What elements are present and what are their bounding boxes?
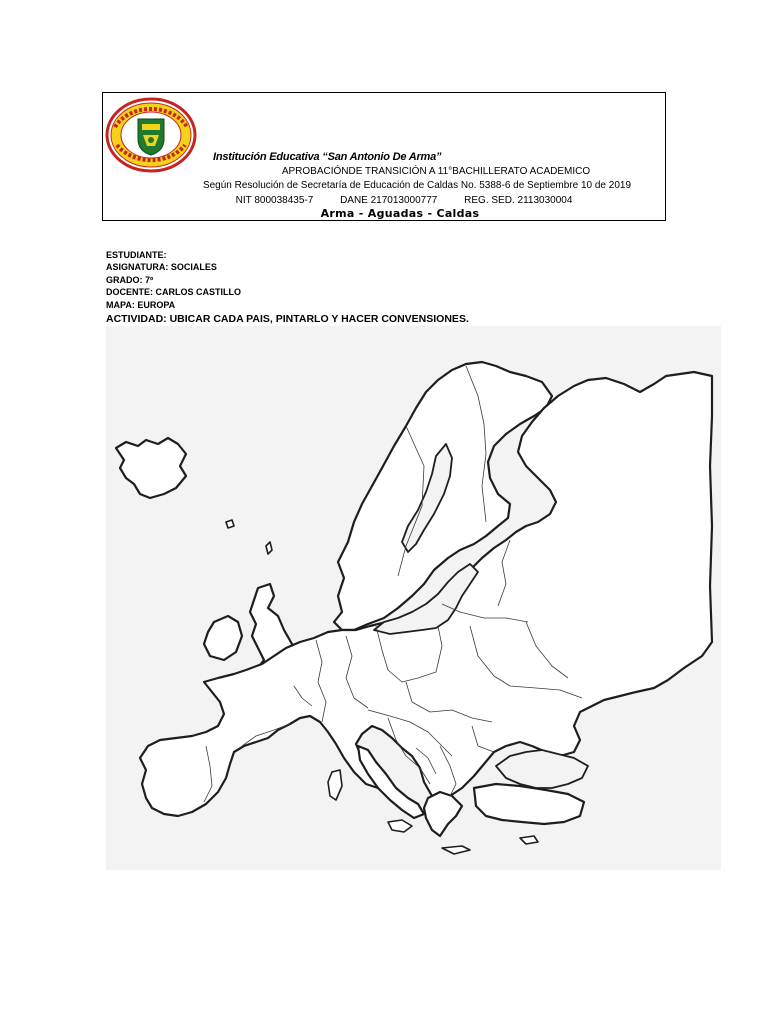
resolution-text: Según Resolución de Secretaría de Educación de Caldas No. 5388-6 de Septiembre 10 de 2019 (202, 180, 632, 191)
turkey-outline (474, 784, 584, 824)
worksheet-info (106, 249, 469, 326)
shetland-outline (266, 542, 272, 554)
location-text: Arma - Aguadas - Caldas (320, 207, 480, 220)
teacher-field: DOCENTE: CARLOS CASTILLO (106, 287, 241, 298)
school-seal-icon (105, 97, 197, 173)
nit-text: NIT 800038435-7 (235, 195, 314, 206)
approval-text: APROBACIÓNDE TRANSICIÓN A 11°BACHILLERATO ACADEMICO (281, 166, 591, 177)
school-header (102, 92, 666, 221)
faroe-islands-outline (226, 520, 234, 528)
registration-ids (123, 195, 685, 206)
sicily-outline (388, 820, 412, 832)
greece-outline (424, 792, 462, 836)
black-sea (496, 750, 588, 788)
institution-name: Institución Educativa “San Antonio De Arma” (213, 151, 442, 163)
iceland-outline (116, 438, 186, 498)
reg-text: REG. SED. 2113030004 (464, 195, 573, 206)
map-field: MAPA: EUROPA (106, 299, 176, 310)
student-field: ESTUDIANTE: (106, 250, 167, 260)
europe-outline-map (106, 326, 721, 870)
cyprus-outline (520, 836, 538, 844)
subject-field: ASIGNATURA: SOCIALES (106, 262, 217, 273)
grade-field: GRADO: 7º (106, 274, 154, 285)
sardinia-outline (328, 770, 342, 800)
europe-map-svg (106, 326, 721, 870)
ireland-outline (204, 616, 242, 660)
crete-outline (442, 846, 470, 854)
dane-text: DANE 217013000777 (340, 195, 438, 206)
activity-instruction: ACTIVIDAD: UBICAR CADA PAIS, PINTARLO Y HACER CONVENSIONES. (106, 313, 469, 326)
